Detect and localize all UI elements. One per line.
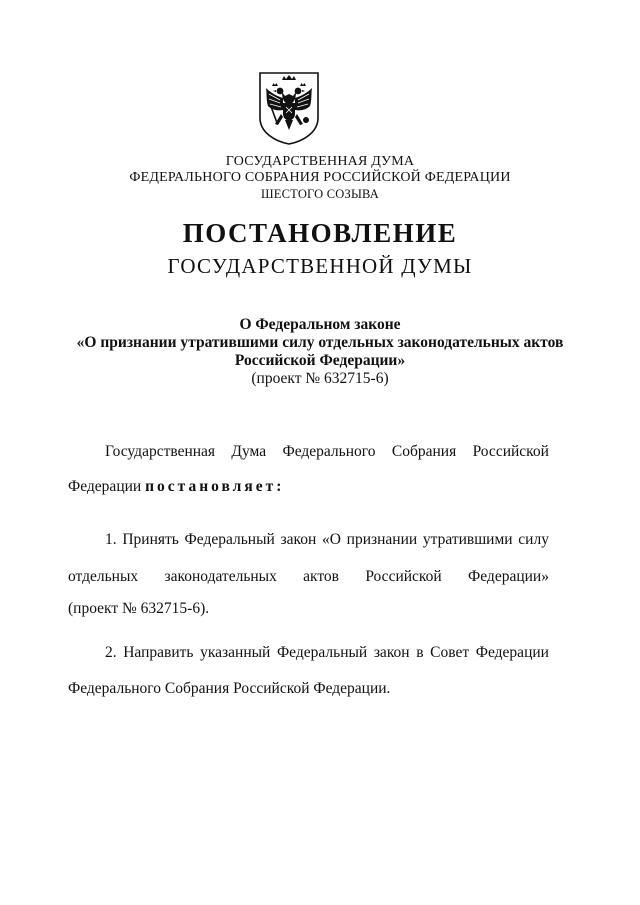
- word: Российской: [365, 568, 442, 585]
- subject-line-1: О Федеральном законе: [239, 316, 401, 333]
- decree-word: постановляет:: [145, 478, 285, 495]
- item-1-line-1: [105, 531, 549, 549]
- word: отдельных: [68, 568, 139, 585]
- document-subtitle: ГОСУДАРСТВЕННОЙ ДУМЫ: [167, 254, 473, 278]
- word: в: [416, 644, 424, 661]
- word: Федерации»: [468, 568, 549, 585]
- word: законодательных: [164, 568, 277, 585]
- word: Федерации: [475, 644, 549, 661]
- word: закон: [373, 644, 410, 661]
- header-line-3: ШЕСТОГО СОЗЫВА: [260, 187, 380, 201]
- preamble-line-1: [105, 443, 549, 461]
- preamble-line-2: [68, 478, 284, 496]
- subject-line-3: Российской Федерации»: [234, 352, 406, 369]
- word: силу: [518, 531, 549, 548]
- word: утратившими: [422, 531, 513, 548]
- header-line-1: ГОСУДАРСТВЕННАЯ ДУМА: [225, 154, 415, 169]
- document-title: ПОСТАНОВЛЕНИЕ: [182, 218, 458, 248]
- word: Российской: [472, 443, 549, 460]
- word: «О: [322, 531, 341, 548]
- project-number: (проект № 632715-6): [251, 370, 389, 387]
- word: Принять: [122, 531, 179, 548]
- word: Федеральный: [276, 644, 368, 661]
- word: Федеральный: [184, 531, 275, 548]
- preamble-federation: Федерации: [68, 478, 142, 495]
- word: Дума: [231, 443, 267, 460]
- word: Совет: [430, 644, 470, 661]
- subject-line-2: «О признании утратившими силу отдельных законодательных актов: [76, 334, 564, 351]
- word: указанный: [200, 644, 271, 661]
- coat-of-arms-icon: [256, 70, 322, 146]
- header-line-2: ФЕДЕРАЛЬНОГО СОБРАНИЯ РОССИЙСКОЙ ФЕДЕРАЦИИ: [129, 170, 511, 185]
- item-2-line-2: Федерального Собрания Российской Федерации.: [68, 680, 391, 697]
- word: Собрания: [391, 443, 457, 460]
- word: Государственная: [105, 443, 216, 460]
- word: признании: [346, 531, 418, 548]
- item-1-line-3: (проект № 632715-6).: [68, 600, 210, 617]
- item-1-line-2: [68, 568, 549, 586]
- item-2-line-1: [105, 644, 549, 662]
- word: 1.: [105, 531, 117, 548]
- word: Направить: [123, 644, 194, 661]
- word: актов: [303, 568, 339, 585]
- word: закон: [280, 531, 317, 548]
- word: 2.: [105, 644, 117, 661]
- word: Федерального: [282, 443, 376, 460]
